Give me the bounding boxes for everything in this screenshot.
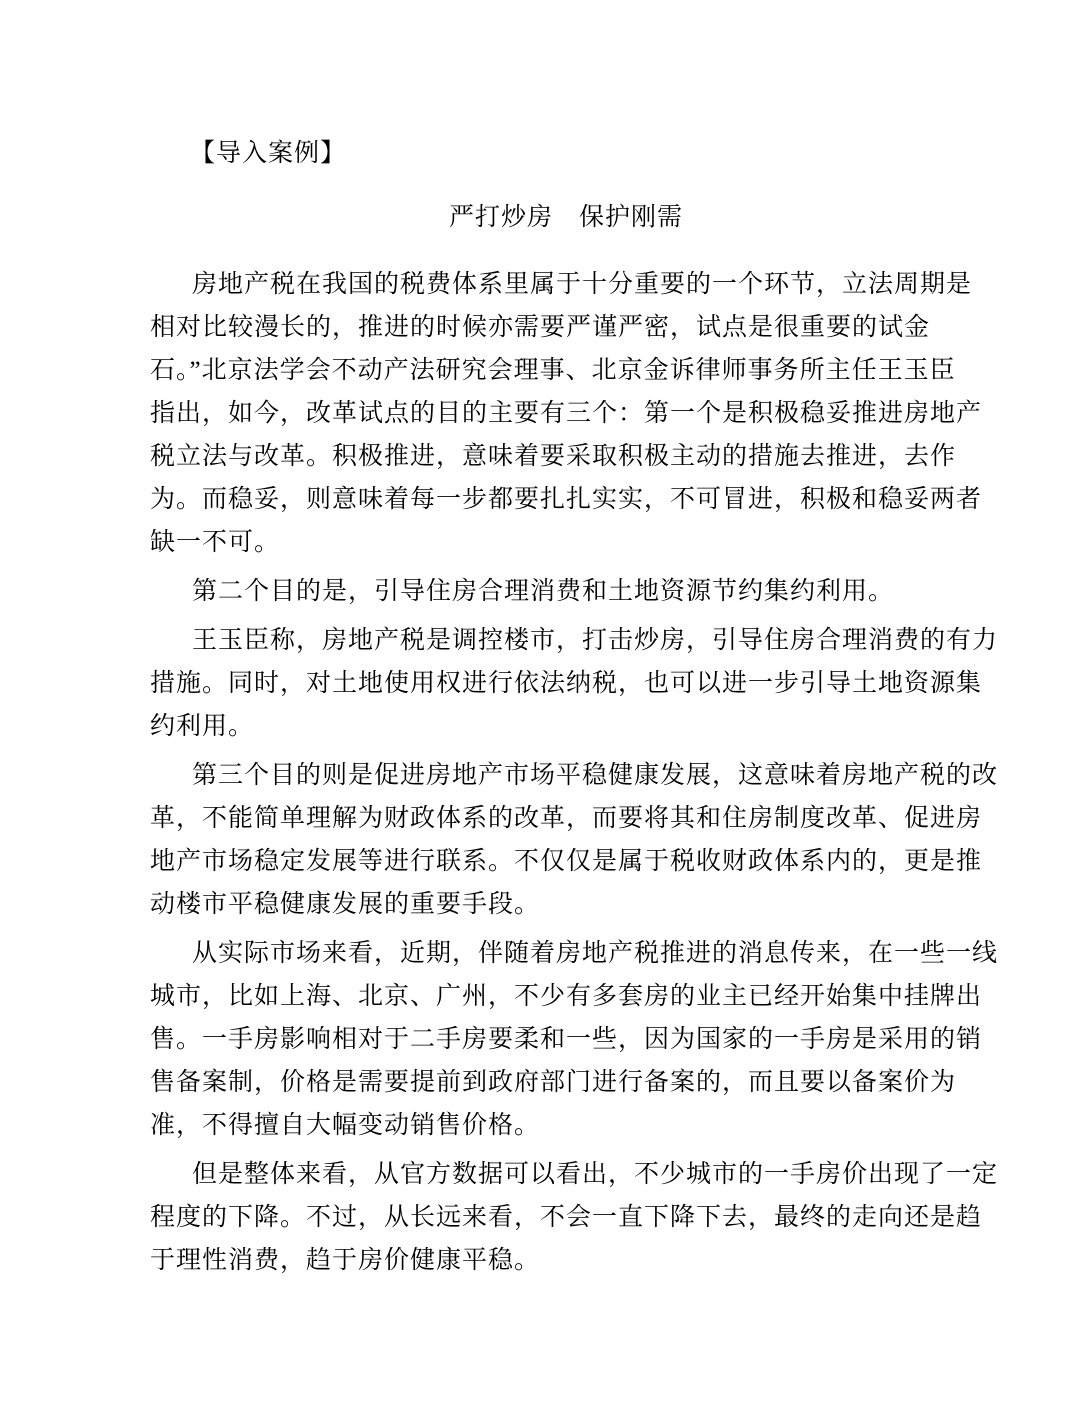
text-line: 指出，如今，改革试点的目的主要有三个：第一个是积极稳妥推进房地产 <box>150 400 983 427</box>
text-line: 但是整体来看，从官方数据可以看出，不少城市的一手房价出现了一定 <box>192 1161 999 1188</box>
text-line: 售备案制，价格是需要提前到政府部门进行备案的，而且要以备案价为 <box>150 1069 957 1096</box>
section-label: 【导入案例】 <box>190 140 347 167</box>
document-title: 严打炒房 保护刚需 <box>448 204 683 231</box>
text-line: 第二个目的是，引导住房合理消费和土地资源节约集约利用。 <box>192 578 895 605</box>
text-line: 房地产税在我国的税费体系里属于十分重要的一个环节，立法周期是 <box>192 271 973 298</box>
text-line: 税立法与改革。积极推进，意味着要采取积极主动的措施去推进，去作 <box>150 443 957 470</box>
text-line: 准，不得擅自大幅变动销售价格。 <box>150 1112 541 1139</box>
text-line: 城市，比如上海、北京、广州，不少有多套房的业主已经开始集中挂牌出 <box>150 983 983 1010</box>
text-line: 售。一手房影响相对于二手房要柔和一些，因为国家的一手房是采用的销 <box>150 1026 983 1053</box>
text-line: 石。”北京法学会不动产法研究会理事、北京金诉律师事务所主任王玉臣 <box>150 357 956 384</box>
paragraph <box>150 263 983 564</box>
text-line: 为。而稳妥，则意味着每一步都要扎扎实实，不可冒进，积极和稳妥两者 <box>150 486 983 513</box>
paragraph <box>150 1153 999 1282</box>
text-line: 于理性消费，趋于房价健康平稳。 <box>150 1247 541 1274</box>
document-body <box>150 263 999 1288</box>
text-line: 革，不能简单理解为财政体系的改革，而要将其和住房制度改革、促进房 <box>150 805 983 832</box>
text-line: 第三个目的则是促进房地产市场平稳健康发展，这意味着房地产税的改 <box>192 762 999 789</box>
text-line: 相对比较漫长的，推进的时候亦需要严谨严密，试点是很重要的试金 <box>150 314 931 341</box>
text-line: 措施。同时，对土地使用权进行依法纳税，也可以进一步引导土地资源集 <box>150 670 983 697</box>
text-line: 约利用。 <box>150 713 255 740</box>
text-line: 缺一不可。 <box>150 529 281 556</box>
text-line: 程度的下降。不过，从长远来看，不会一直下降下去，最终的走向还是趋 <box>150 1204 983 1231</box>
paragraph <box>150 932 999 1147</box>
paragraph <box>150 619 999 748</box>
text-line: 地产市场稳定发展等进行联系。不仅仅是属于税收财政体系内的，更是推 <box>150 848 983 875</box>
text-line: 从实际市场来看，近期，伴随着房地产税推进的消息传来，在一些一线 <box>192 940 999 967</box>
text-line: 王玉臣称，房地产税是调控楼市，打击炒房，引导住房合理消费的有力 <box>192 627 999 654</box>
paragraph <box>150 570 950 613</box>
paragraph <box>150 754 999 926</box>
text-line: 动楼市平稳健康发展的重要手段。 <box>150 891 541 918</box>
